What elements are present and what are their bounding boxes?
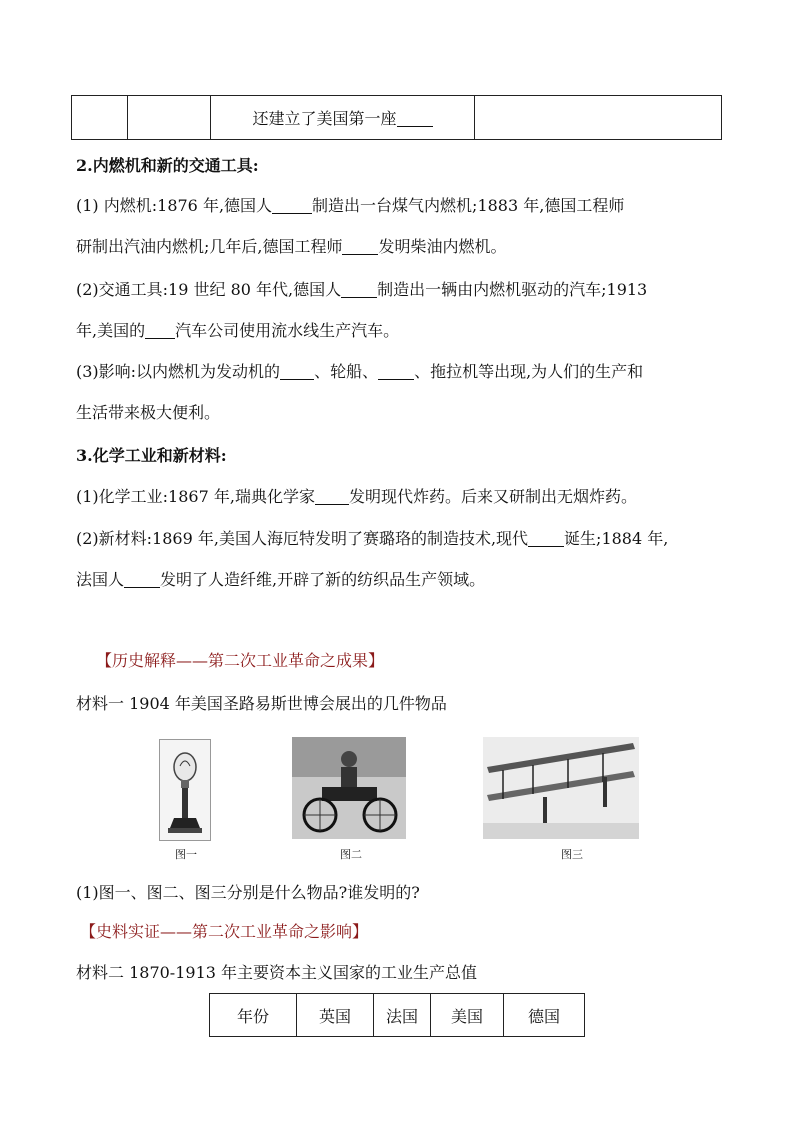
section2-p2-line2: 年,美国的 汽车公司使用流水线生产汽车。 [76,321,400,340]
fill-blank[interactable] [528,530,564,547]
material-one: 材料一 1904 年美国圣路易斯世博会展出的几件物品 [76,694,447,713]
airplane-image [483,737,639,839]
top-table-cell-4 [475,96,722,140]
fill-blank[interactable] [342,238,378,255]
section3-heading: 3.化学工业和新材料: [76,446,227,465]
history-explain-title: 【历史解释——第二次工业革命之成果】 [96,651,385,670]
caption-figure-2: 图二 [340,848,362,861]
evidence-title: 【史料实证——第二次工业革命之影响】 [80,922,369,941]
section2-p3-line1: (3)影响:以内燃机为发动机的 、轮船、 、拖拉机等出现,为人们的生产和 [76,362,644,381]
fill-blank[interactable] [397,110,433,127]
question-1: (1)图一、图二、图三分别是什么物品?谁发明的? [76,883,420,902]
section2-p1-line2: 研制出汽油内燃机;几年后,德国工程师 发明柴油内燃机。 [76,237,507,256]
production-table [209,993,585,1037]
table-header-usa: 美国 [431,994,504,1037]
early-car-image [292,737,406,839]
table-header-germany: 德国 [504,994,585,1037]
top-table-cell-3: 还建立了美国第一座 [211,96,475,140]
fill-blank[interactable] [145,322,175,339]
fill-blank[interactable] [378,363,414,380]
top-table-cell-1 [72,96,128,140]
table-header-uk: 英国 [297,994,374,1037]
fill-blank[interactable] [124,571,160,588]
section3-p2-line1: (2)新材料:1869 年,美国人海厄特发明了赛璐珞的制造技术,现代 诞生;1884 年, [76,529,669,548]
fill-blank[interactable] [280,363,314,380]
section2-p3-line2: 生活带来极大便利。 [76,403,221,422]
fill-blank[interactable] [315,488,349,505]
light-bulb-image [159,739,211,841]
section3-p1: (1)化学工业:1867 年,瑞典化学家 发明现代炸药。后来又研制出无烟炸药。 [76,487,637,506]
section3-p2-line2: 法国人 发明了人造纤维,开辟了新的纺织品生产领域。 [76,570,486,589]
table-header-year: 年份 [210,994,297,1037]
section2-p2-line1: (2)交通工具:19 世纪 80 年代,德国人 制造出一辆由内燃机驱动的汽车;1913 [76,280,648,299]
section2-heading: 2.内燃机和新的交通工具: [76,156,259,175]
caption-figure-1: 图一 [175,848,197,861]
fill-blank[interactable] [341,281,377,298]
fill-blank[interactable] [272,197,312,214]
section2-p1-line1: (1) 内燃机:1876 年,德国人 制造出一台煤气内燃机;1883 年,德国工程师 [76,196,625,215]
top-table [71,95,722,140]
material-two: 材料二 1870-1913 年主要资本主义国家的工业生产总值 [76,963,478,982]
caption-figure-3: 图三 [561,848,583,861]
table-header-france: 法国 [374,994,431,1037]
top-table-cell-2 [128,96,211,140]
